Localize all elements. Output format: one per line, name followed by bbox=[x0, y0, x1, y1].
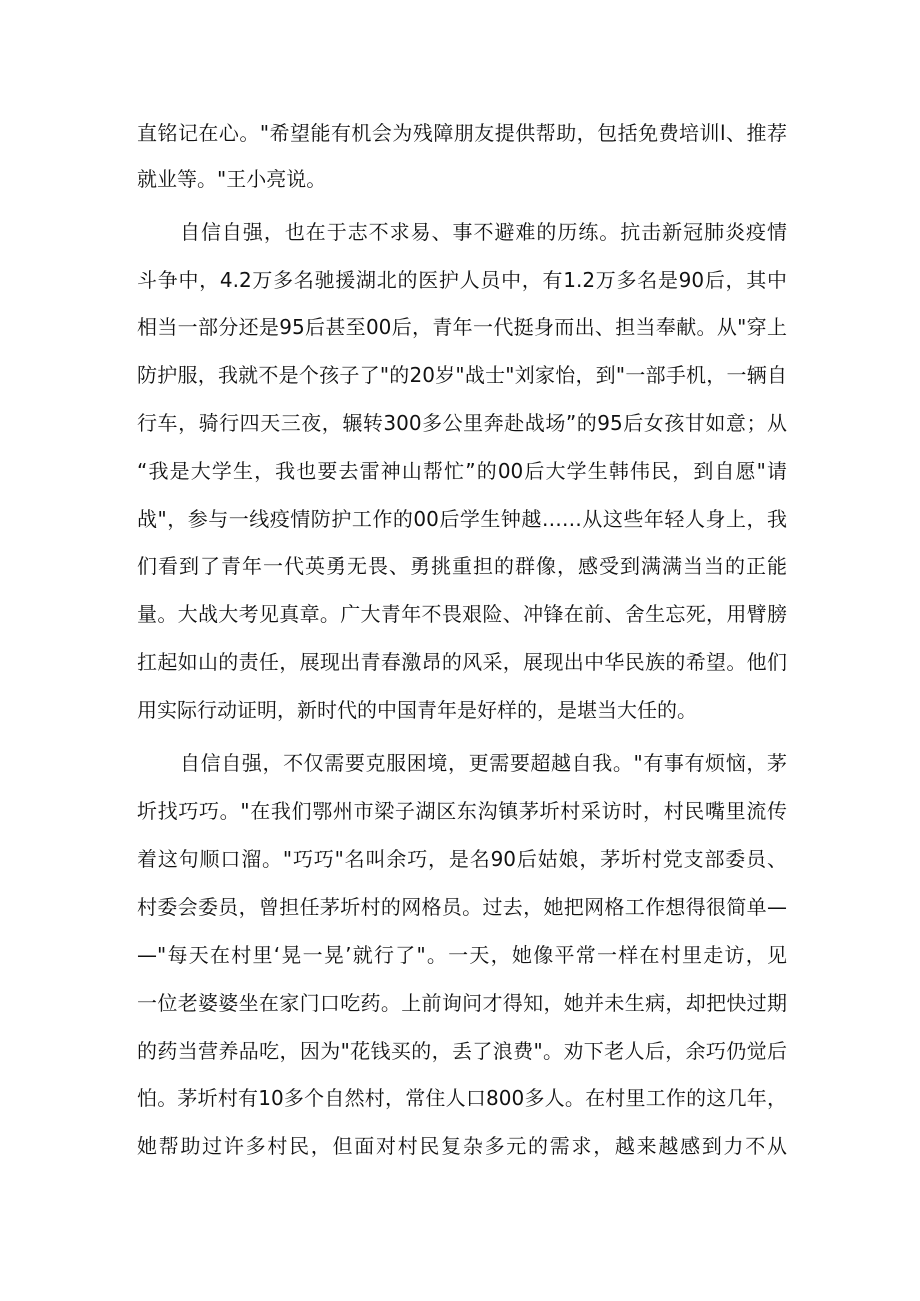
text-line: 扛起如山的责任，展现出青春激昂的风采，展现出中华民族的希望。他们 bbox=[137, 650, 787, 674]
text-line: 相当一部分还是95后甚至00后，青年一代挺身而出、担当奉献。从"穿上 bbox=[137, 315, 787, 339]
text-line: 的药当营养品吃，因为"花钱买的，丢了浪费"。劝下老人后，余巧仍觉后 bbox=[137, 1039, 787, 1063]
text-line: —"每天在村里‘晃一晃’就行了"。一天，她像平常一样在村里走访，见 bbox=[137, 943, 787, 967]
text-line: 行车，骑行四天三夜，辗转300多公里奔赴战场”的95后女孩甘如意；从 bbox=[137, 411, 787, 435]
text-line: “我是大学生，我也要去雷神山帮忙”的00后大学生韩伟民，到自愿"请 bbox=[137, 459, 787, 483]
text-line: 就业等。"王小亮说。 bbox=[137, 167, 327, 191]
text-line: 一位老婆婆坐在家门口吃药。上前询问才得知，她并未生病，却把快过期 bbox=[137, 991, 787, 1015]
text-line: 她帮助过许多村民，但面对村民复杂多元的需求，越来越感到力不从 bbox=[137, 1134, 787, 1158]
text-line: 村委会委员，曾担任茅圻村的网格员。过去，她把网格工作想得很简单— bbox=[137, 895, 787, 919]
text-line: 们看到了青年一代英勇无畏、勇挑重担的群像，感受到满满当当的正能 bbox=[137, 554, 787, 578]
text-line: 战"，参与一线疫情防护工作的00后学生钟越……从这些年轻人身上，我 bbox=[137, 507, 787, 531]
text-line: 直铭记在心。"希望能有机会为残障朋友提供帮助，包括免费培训l、推荐 bbox=[137, 121, 787, 145]
text-line: 自信自强，不仅需要克服困境，更需要超越自我。"有事有烦恼，茅 bbox=[180, 751, 787, 775]
text-line: 怕。茅圻村有10多个自然村，常住人口800多人。在村里工作的这几年， bbox=[137, 1086, 787, 1110]
text-line: 用实际行动证明，新时代的中国青年是好样的，是堪当大任的。 bbox=[137, 698, 697, 722]
text-line: 防护服，我就不是个孩子了"的20岁"战士"刘家怡，到"一部手机，一辆自 bbox=[137, 363, 787, 387]
text-line: 斗争中，4.2万多名驰援湖北的医护人员中，有1.2万多名是90后，其中 bbox=[137, 268, 787, 292]
text-line: 着这句顺口溜。"巧巧"名叫余巧，是名90后姑娘，茅圻村党支部委员、 bbox=[137, 847, 787, 871]
text-line: 自信自强，也在于志不求易、事不避难的历练。抗击新冠肺炎疫情 bbox=[180, 220, 787, 244]
text-line: 圻找巧巧。"在我们鄂州市梁子湖区东沟镇茅圻村采访时，村民嘴里流传 bbox=[137, 799, 787, 823]
text-line: 量。大战大考见真章。广大青年不畏艰险、冲锋在前、舍生忘死，用臂膀 bbox=[137, 602, 787, 626]
